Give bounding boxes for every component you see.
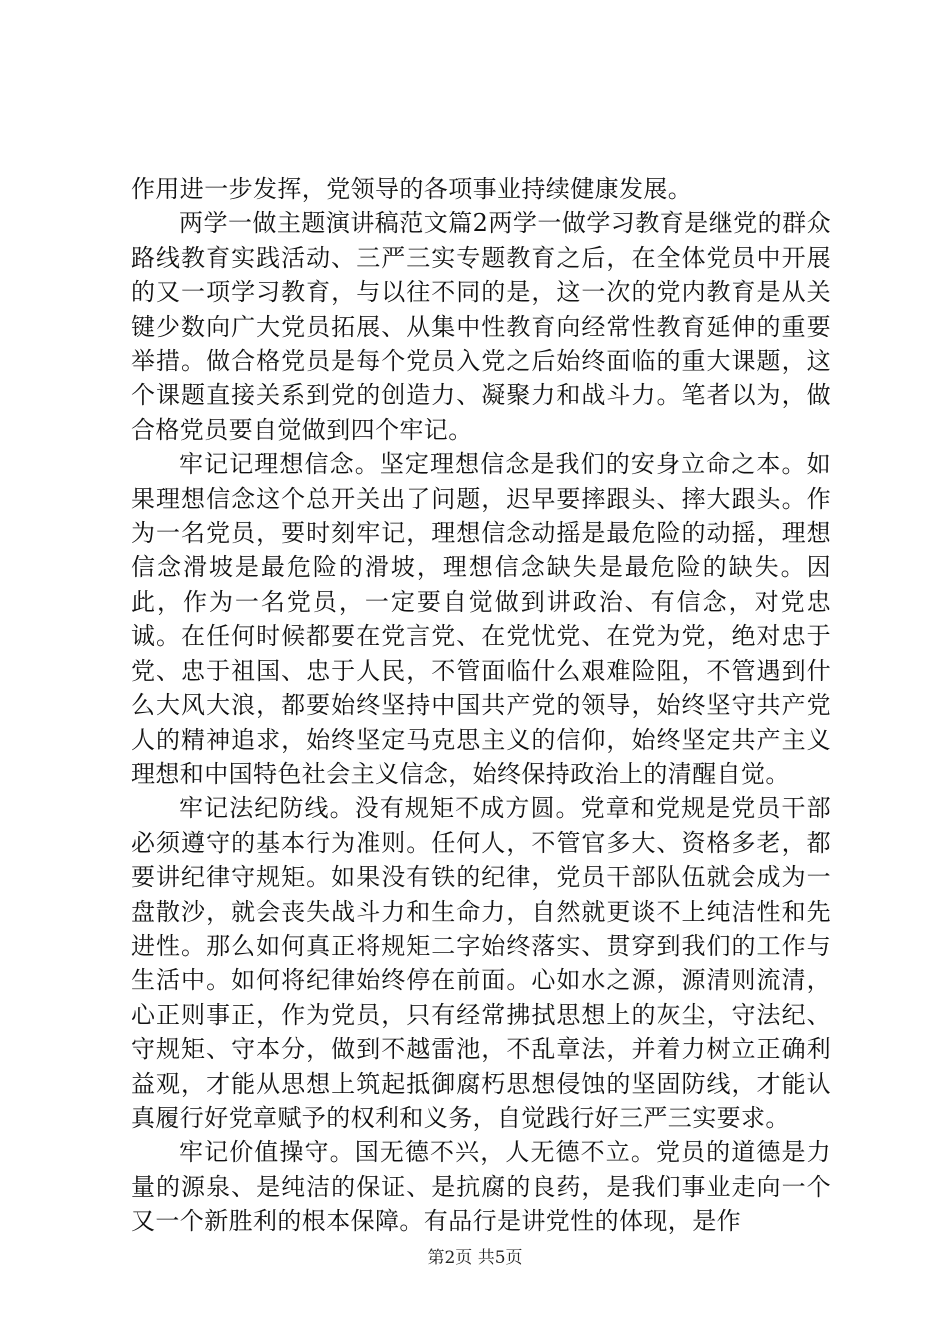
paragraph-values: 牢记价值操守。国无德不兴，人无德不立。党员的道德是力量的源泉、是纯洁的保证、是抗腐的良药，是我们事业走向一个又一个新胜利的根本保障。有品行是讲党性的体现，是作 [131,1138,831,1236]
document-body [131,172,831,1239]
paragraph-ideals: 牢记记理想信念。坚定理想信念是我们的安身立命之本。如果理想信念这个总开关出了问题，迟早要摔跟头、摔大跟头。作为一名党员，要时刻牢记，理想信念动摇是最危险的动摇，理想信念滑坡是最危险的滑坡，理想信念缺失是最危险的缺失。因此，作为一名党员，一定要自觉做到讲政治、有信念，对党忠诚。在任何时候都要在党言党、在党忧党、在党为党，绝对忠于党、忠于祖国、忠于人民，不管面临什么艰难险阻，不管遇到什么大风大浪，都要始终坚持中国共产党的领导，始终坚守共产党人的精神追求，始终坚定马克思主义的信仰，始终坚定共产主义理想和中国特色社会主义信念，始终保持政治上的清醒自觉。 [131,450,831,788]
page-footer: 第2页 共5页 [427,1248,523,1268]
paragraph-intro: 两学一做主题演讲稿范文篇2两学一做学习教育是继党的群众路线教育实践活动、三严三实专题教育之后，在全体党员中开展的又一项学习教育，与以往不同的是，这一次的党内教育是从关键少数向广大党员拓展、从集中性教育向经常性教育延伸的重要举措。做合格党员是每个党员入党之后始终面临的重大课题，这个课题直接关系到党的创造力、凝聚力和战斗力。笔者以为，做合格党员要自觉做到四个牢记。 [131,209,831,444]
paragraph-continuation: 作用进一步发挥，党领导的各项事业持续健康发展。 [131,175,693,203]
paragraph-discipline: 牢记法纪防线。没有规矩不成方圆。党章和党规是党员干部必须遵守的基本行为准则。任何人，不管官多大、资格多老，都要讲纪律守规矩。如果没有铁的纪律，党员干部队伍就会成为一盘散沙，就会丧失战斗力和生命力，自然就更谈不上纯洁性和先进性。那么如何真正将规矩二字始终落实、贯穿到我们的工作与生活中。如何将纪律始终停在前面。心如水之源，源清则流清，心正则事正，作为党员，只有经常拂拭思想上的灰尘，守法纪、守规矩、守本分，做到不越雷池，不乱章法，并着力树立正确利益观，才能从思想上筑起抵御腐朽思想侵蚀的坚固防线，才能认真履行好党章赋予的权利和义务，自觉践行好三严三实要求。 [131,794,831,1132]
